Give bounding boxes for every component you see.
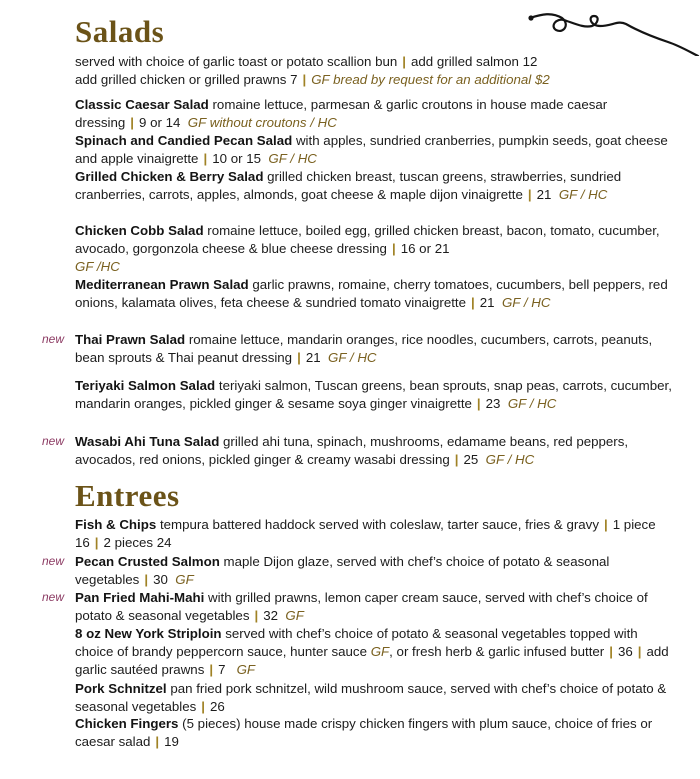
menu-item-grilled-chicken-berry-salad: Grilled Chicken & Berry Salad grilled chicken breast, tuscan greens, strawberries, sundried cranberries, carrots, apples, almonds, goat cheese & maple dijon vinaigrette | 21 GF / HC bbox=[75, 169, 622, 202]
menu-item-spinach-candied-pecan-salad: Spinach and Candied Pecan Salad with apples, sundried cranberries, pumpkin seeds, goat cheese and apple vinaigrette | 10 or 15 GF / HC bbox=[75, 133, 668, 166]
new-badge: new bbox=[42, 434, 65, 448]
menu-item-wasabi-ahi-tuna-salad: Wasabi Ahi Tuna Salad grilled ahi tuna, spinach, mushrooms, edamame beans, red peppers, avocados, red onions, pickled ginger & creamy wasabi dressing | 25 GF / HC bbox=[75, 434, 629, 467]
menu-item-pecan-crusted-salmon: Pecan Crusted Salmon maple Dijon glaze, served with chef’s choice of potato & seasonal vegetables | 30 GF bbox=[75, 554, 610, 587]
salads-intro: served with choice of garlic toast or potato scallion bun | add grilled salmon 12 add grilled chicken or grilled prawns 7 | GF bread by request for an additional $2 bbox=[75, 54, 550, 87]
menu-item-chicken-fingers: Chicken Fingers (5 pieces) house made crispy chicken fingers with plum sauce, choice of fries or caesar salad | 19 bbox=[75, 716, 653, 749]
menu-item-new-york-striploin: 8 oz New York Striploin served with chef’s choice of potato & seasonal vegetables topped with choice of brandy peppercorn sauce, hunter sauce GF, or fresh herb & garlic infused butter | 36 | add garlic sautéed prawns | 7 GF bbox=[75, 626, 669, 677]
salads-heading: Salads bbox=[75, 14, 165, 49]
new-badge: new bbox=[42, 590, 65, 604]
entrees-heading: Entrees bbox=[75, 478, 180, 513]
menu-item-chicken-cobb-salad: Chicken Cobb Salad romaine lettuce, boiled egg, grilled chicken breast, bacon, tomato, cucumber, avocado, gorgonzola cheese & blue cheese dressing | 16 or 21 GF /HC bbox=[75, 223, 660, 274]
menu-item-classic-caesar-salad: Classic Caesar Salad romaine lettuce, parmesan & garlic croutons in house made caesar dressing | 9 or 14 GF without croutons / HC bbox=[75, 97, 608, 130]
menu-item-fish-and-chips: Fish & Chips tempura battered haddock served with coleslaw, tarter sauce, fries & gravy | 1 piece 16 | 2 pieces 24 bbox=[75, 517, 656, 550]
menu-item-pork-schnitzel: Pork Schnitzel pan fried pork schnitzel, wild mushroom sauce, served with chef’s choice of potato & seasonal vegetables | 26 bbox=[75, 681, 667, 714]
menu-item-mediterranean-prawn-salad: Mediterranean Prawn Salad garlic prawns, romaine, cherry tomatoes, cucumbers, bell peppers, red onions, kalamata olives, feta cheese & sundried tomato vinaigrette | 21 GF / HC bbox=[75, 277, 668, 310]
new-badge: new bbox=[42, 332, 65, 346]
decorative-swirl-icon bbox=[528, 4, 700, 56]
menu-item-teriyaki-salmon-salad: Teriyaki Salmon Salad teriyaki salmon, Tuscan greens, bean sprouts, snap peas, carrots, cucumber, mandarin oranges, pickled ginger & sesame soya ginger vinaigrette | 23 GF / HC bbox=[75, 378, 672, 411]
menu-item-thai-prawn-salad: Thai Prawn Salad romaine lettuce, mandarin oranges, rice noodles, cucumbers, carrots, peanuts, bean sprouts & Thai peanut dressing | 21 GF / HC bbox=[75, 332, 653, 365]
new-badge: new bbox=[42, 554, 65, 568]
menu-item-pan-fried-mahi-mahi: Pan Fried Mahi-Mahi with grilled prawns, lemon caper cream sauce, served with chef’s choice of potato & seasonal vegetables | 32 GF bbox=[75, 590, 648, 623]
